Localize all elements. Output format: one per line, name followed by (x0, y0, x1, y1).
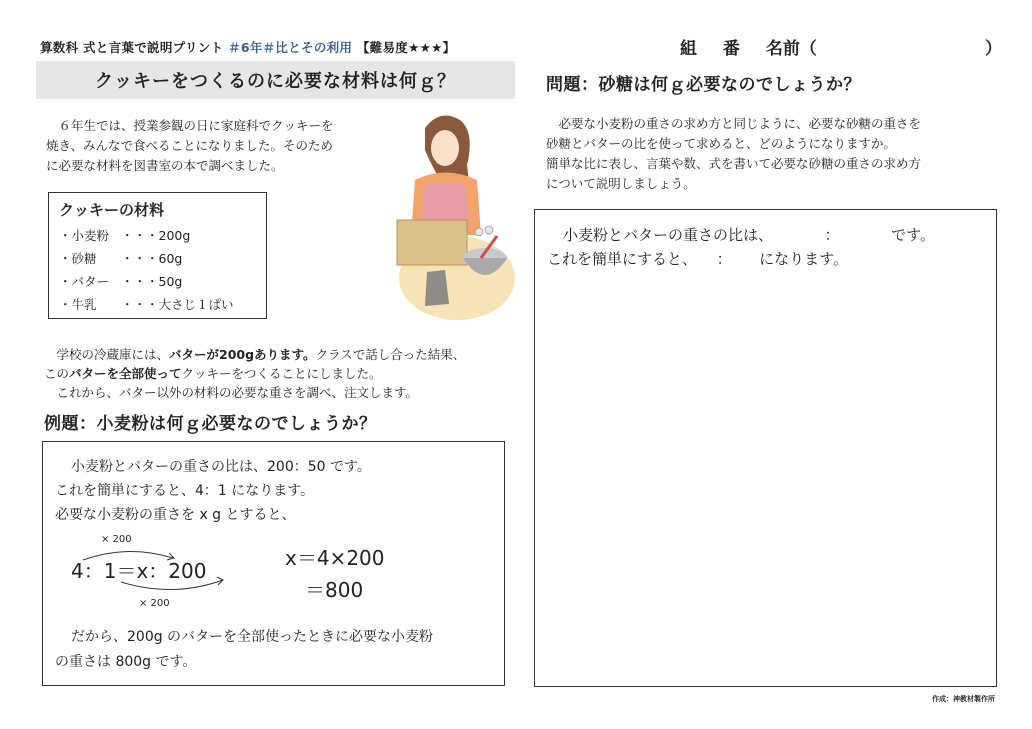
situation-line (44, 345, 514, 364)
bold-span: バターを全部使って (69, 366, 182, 381)
name-bar (680, 34, 1002, 59)
cookie-cutter (475, 228, 483, 236)
example-line: 必要な小麦粉の重さを x g とすると、 (55, 507, 296, 523)
text-span: クラスで話し合った結果、 (315, 347, 466, 362)
text-span: クッキーをつくることにしました。 (181, 366, 382, 381)
recipe-box (48, 192, 267, 319)
face-shape (431, 130, 459, 166)
cutting-board (397, 220, 467, 265)
bold-span: バターが200gあります。 (169, 347, 316, 362)
recipe-row (59, 293, 256, 316)
girl-baking-illustration (385, 110, 515, 325)
ingredient-amount: ・・・60g (121, 251, 183, 266)
text-span: これを簡単にすると、 (547, 250, 698, 268)
ingredient-amount: ・・・200g (121, 228, 191, 243)
situation-line (44, 364, 514, 383)
multiplier-bottom: × 200 (139, 598, 170, 609)
recipe-row (59, 270, 256, 293)
name-close-paren: ） (985, 39, 1002, 59)
conclusion-line: の重さは 800g です。 (55, 654, 197, 670)
calc-line-1: x＝4×200 (285, 546, 385, 570)
text-span: です。 (891, 226, 935, 244)
situation-text (44, 345, 514, 402)
text-span: 小麦粉とバターの重さの比は、 (563, 226, 774, 244)
problem-line: 必要な小麦粉の重さの求め方と同じように、必要な砂糖の重さを (558, 116, 922, 131)
answer-line-1 (563, 224, 935, 245)
difficulty-label: 【難易度★★★】 (356, 40, 456, 55)
recipe-title: クッキーの材料 (59, 201, 165, 219)
ingredient-name: ・牛乳 (59, 297, 97, 312)
ingredient-name: ・小麦粉 (59, 228, 110, 243)
conclusion-line: だから、200g のバターを全部使ったときに必要な小麦粉 (71, 629, 434, 645)
kumi-label: 組 (680, 39, 699, 59)
flour-bag (425, 270, 449, 306)
text-span: になります。 (759, 250, 848, 268)
answer-box[interactable] (534, 209, 997, 687)
problem-line: 簡単な比に表し、言葉や数、式を書いて必要な砂糖の重さの求め方 (546, 156, 922, 171)
intro-line: 焼き、みんなで食べることになりました。そのため (46, 138, 334, 153)
cookie-cutter (485, 226, 493, 234)
ingredient-name: ・バター (59, 274, 110, 289)
calc-line-2: ＝800 (305, 578, 364, 602)
problem-line: 砂糖とバターの比を使って求めると、どのようになりますか。 (546, 136, 897, 151)
colon: ： (824, 226, 840, 244)
problem-text (546, 114, 996, 194)
intro-text (46, 116, 386, 176)
answer-line-2 (547, 248, 848, 269)
worksheet-header (40, 38, 455, 56)
example-box (42, 441, 505, 686)
intro-line: ６年生では、授業参観の日に家庭科でクッキーを (58, 118, 334, 133)
intro-line: に必要な材料を図書室の本で調べました。 (46, 158, 284, 173)
worksheet-title: クッキーをつくるのに必要な材料は何ｇ？ (36, 61, 515, 99)
example-line: これを簡単にすると、4：1 になります。 (55, 483, 315, 499)
text-span: この (44, 366, 70, 381)
situation-line: これから、バター以外の材料の必要な重さを調べ、注文します。 (56, 385, 419, 400)
problem-question: 問題：砂糖は何ｇ必要なのでしょうか？ (546, 75, 861, 95)
problem-line: について説明しましょう。 (546, 176, 696, 191)
name-label: 名前（ (765, 39, 817, 59)
example-question: 例題：小麦粉は何ｇ必要なのでしょうか？ (44, 414, 377, 434)
recipe-row (59, 224, 256, 247)
ban-label: 番 (722, 39, 742, 59)
credit-text: 作成：神教材製作所 (932, 695, 995, 703)
grade-tag: ＃6年＃比とその利用 (228, 40, 353, 55)
subject-label: 算数科 式と言葉で説明プリント (40, 40, 224, 55)
ratio-equation: 4：1＝x：200 (71, 559, 207, 583)
ingredient-amount: ・・・50g (121, 274, 183, 289)
ingredient-amount: ・・・大さじ１ぱい (121, 297, 234, 312)
recipe-row (59, 247, 256, 270)
text-span: 学校の冷蔵庫には、 (56, 347, 170, 362)
multiplier-top: × 200 (101, 534, 132, 545)
ingredient-name: ・砂糖 (59, 251, 97, 266)
example-line: 小麦粉とバターの重さの比は、200：50 です。 (71, 459, 371, 475)
colon: ： (716, 250, 732, 268)
